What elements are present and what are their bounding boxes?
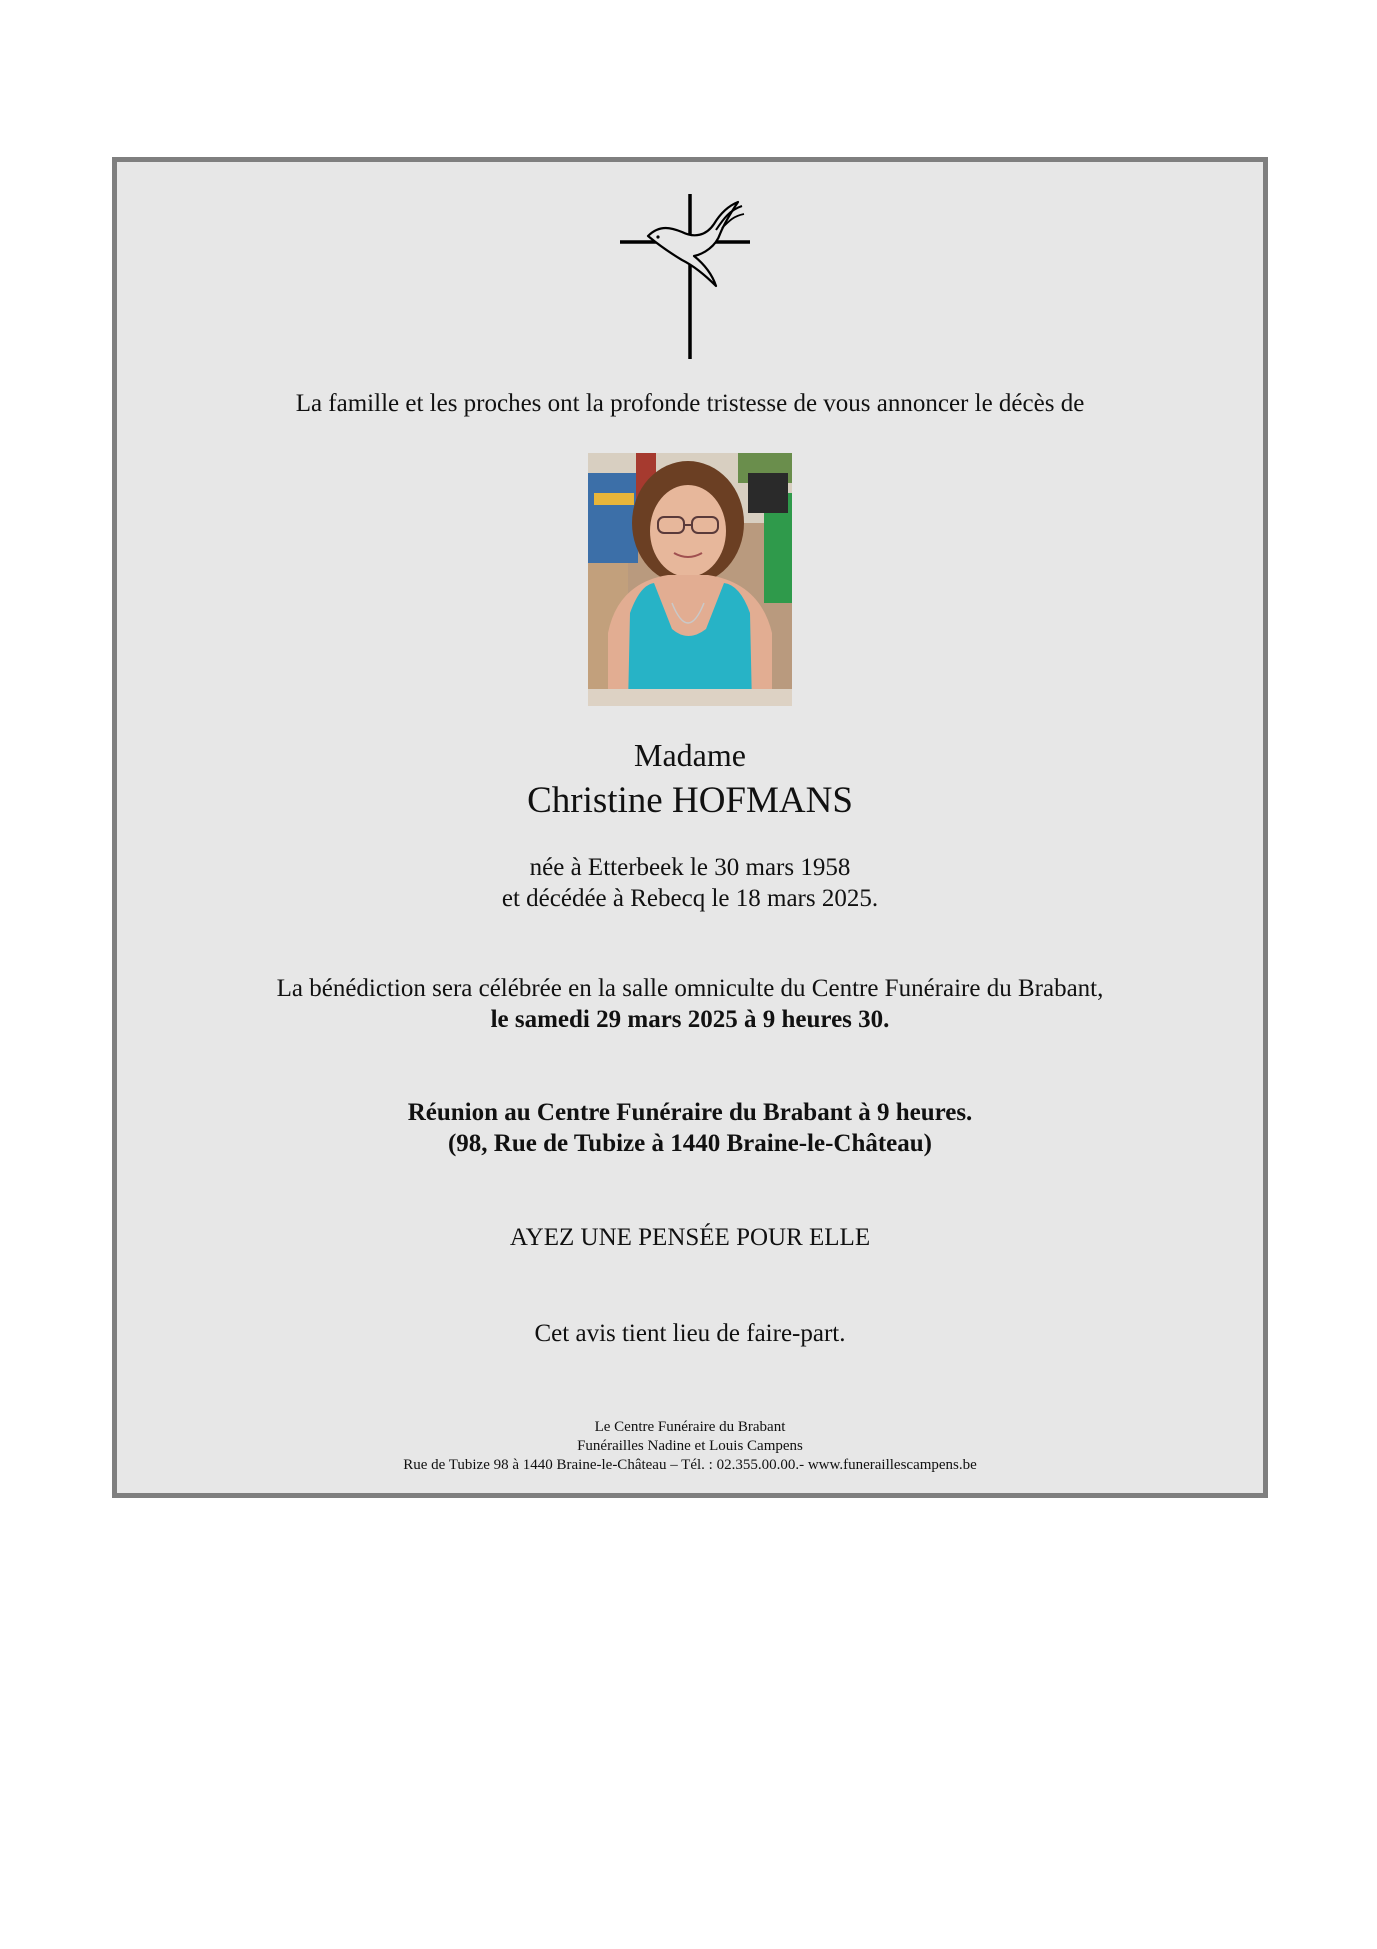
footer-subtitle: Funérailles Nadine et Louis Campens — [577, 1438, 803, 1454]
portrait-photo — [588, 453, 792, 706]
obituary-card — [112, 157, 1268, 1498]
deceased-name: Christine HOFMANS — [527, 780, 853, 821]
death-details: et décédée à Rebecq le 18 mars 2025. — [501, 885, 879, 912]
footer-company: Le Centre Funéraire du Brabant — [594, 1419, 786, 1435]
footer-contact: Rue de Tubize 98 à 1440 Braine-le-Château – Tél. : 02.355.00.00.- www.funeraillescampens.be — [403, 1457, 977, 1473]
remembrance-motto: AYEZ UNE PENSÉE POUR ELLE — [509, 1224, 871, 1251]
honorific: Madame — [634, 737, 746, 773]
ceremony-datetime: le samedi 29 mars 2025 à 9 heures 30. — [490, 1006, 890, 1033]
notice-text: Cet avis tient lieu de faire-part. — [534, 1320, 846, 1347]
intro-text: La famille et les proches ont la profonde tristesse de vous annoncer le décès de — [295, 390, 1085, 417]
birth-details: née à Etterbeek le 30 mars 1958 — [529, 854, 851, 881]
meeting-address: (98, Rue de Tubize à 1440 Braine-le-Château) — [447, 1130, 933, 1157]
meeting-info: Réunion au Centre Funéraire du Brabant à 9 heures. — [407, 1099, 973, 1126]
cross-with-dove-icon — [117, 194, 1263, 359]
ceremony-location: La bénédiction sera célébrée en la salle omniculte du Centre Funéraire du Brabant, — [276, 975, 1104, 1002]
